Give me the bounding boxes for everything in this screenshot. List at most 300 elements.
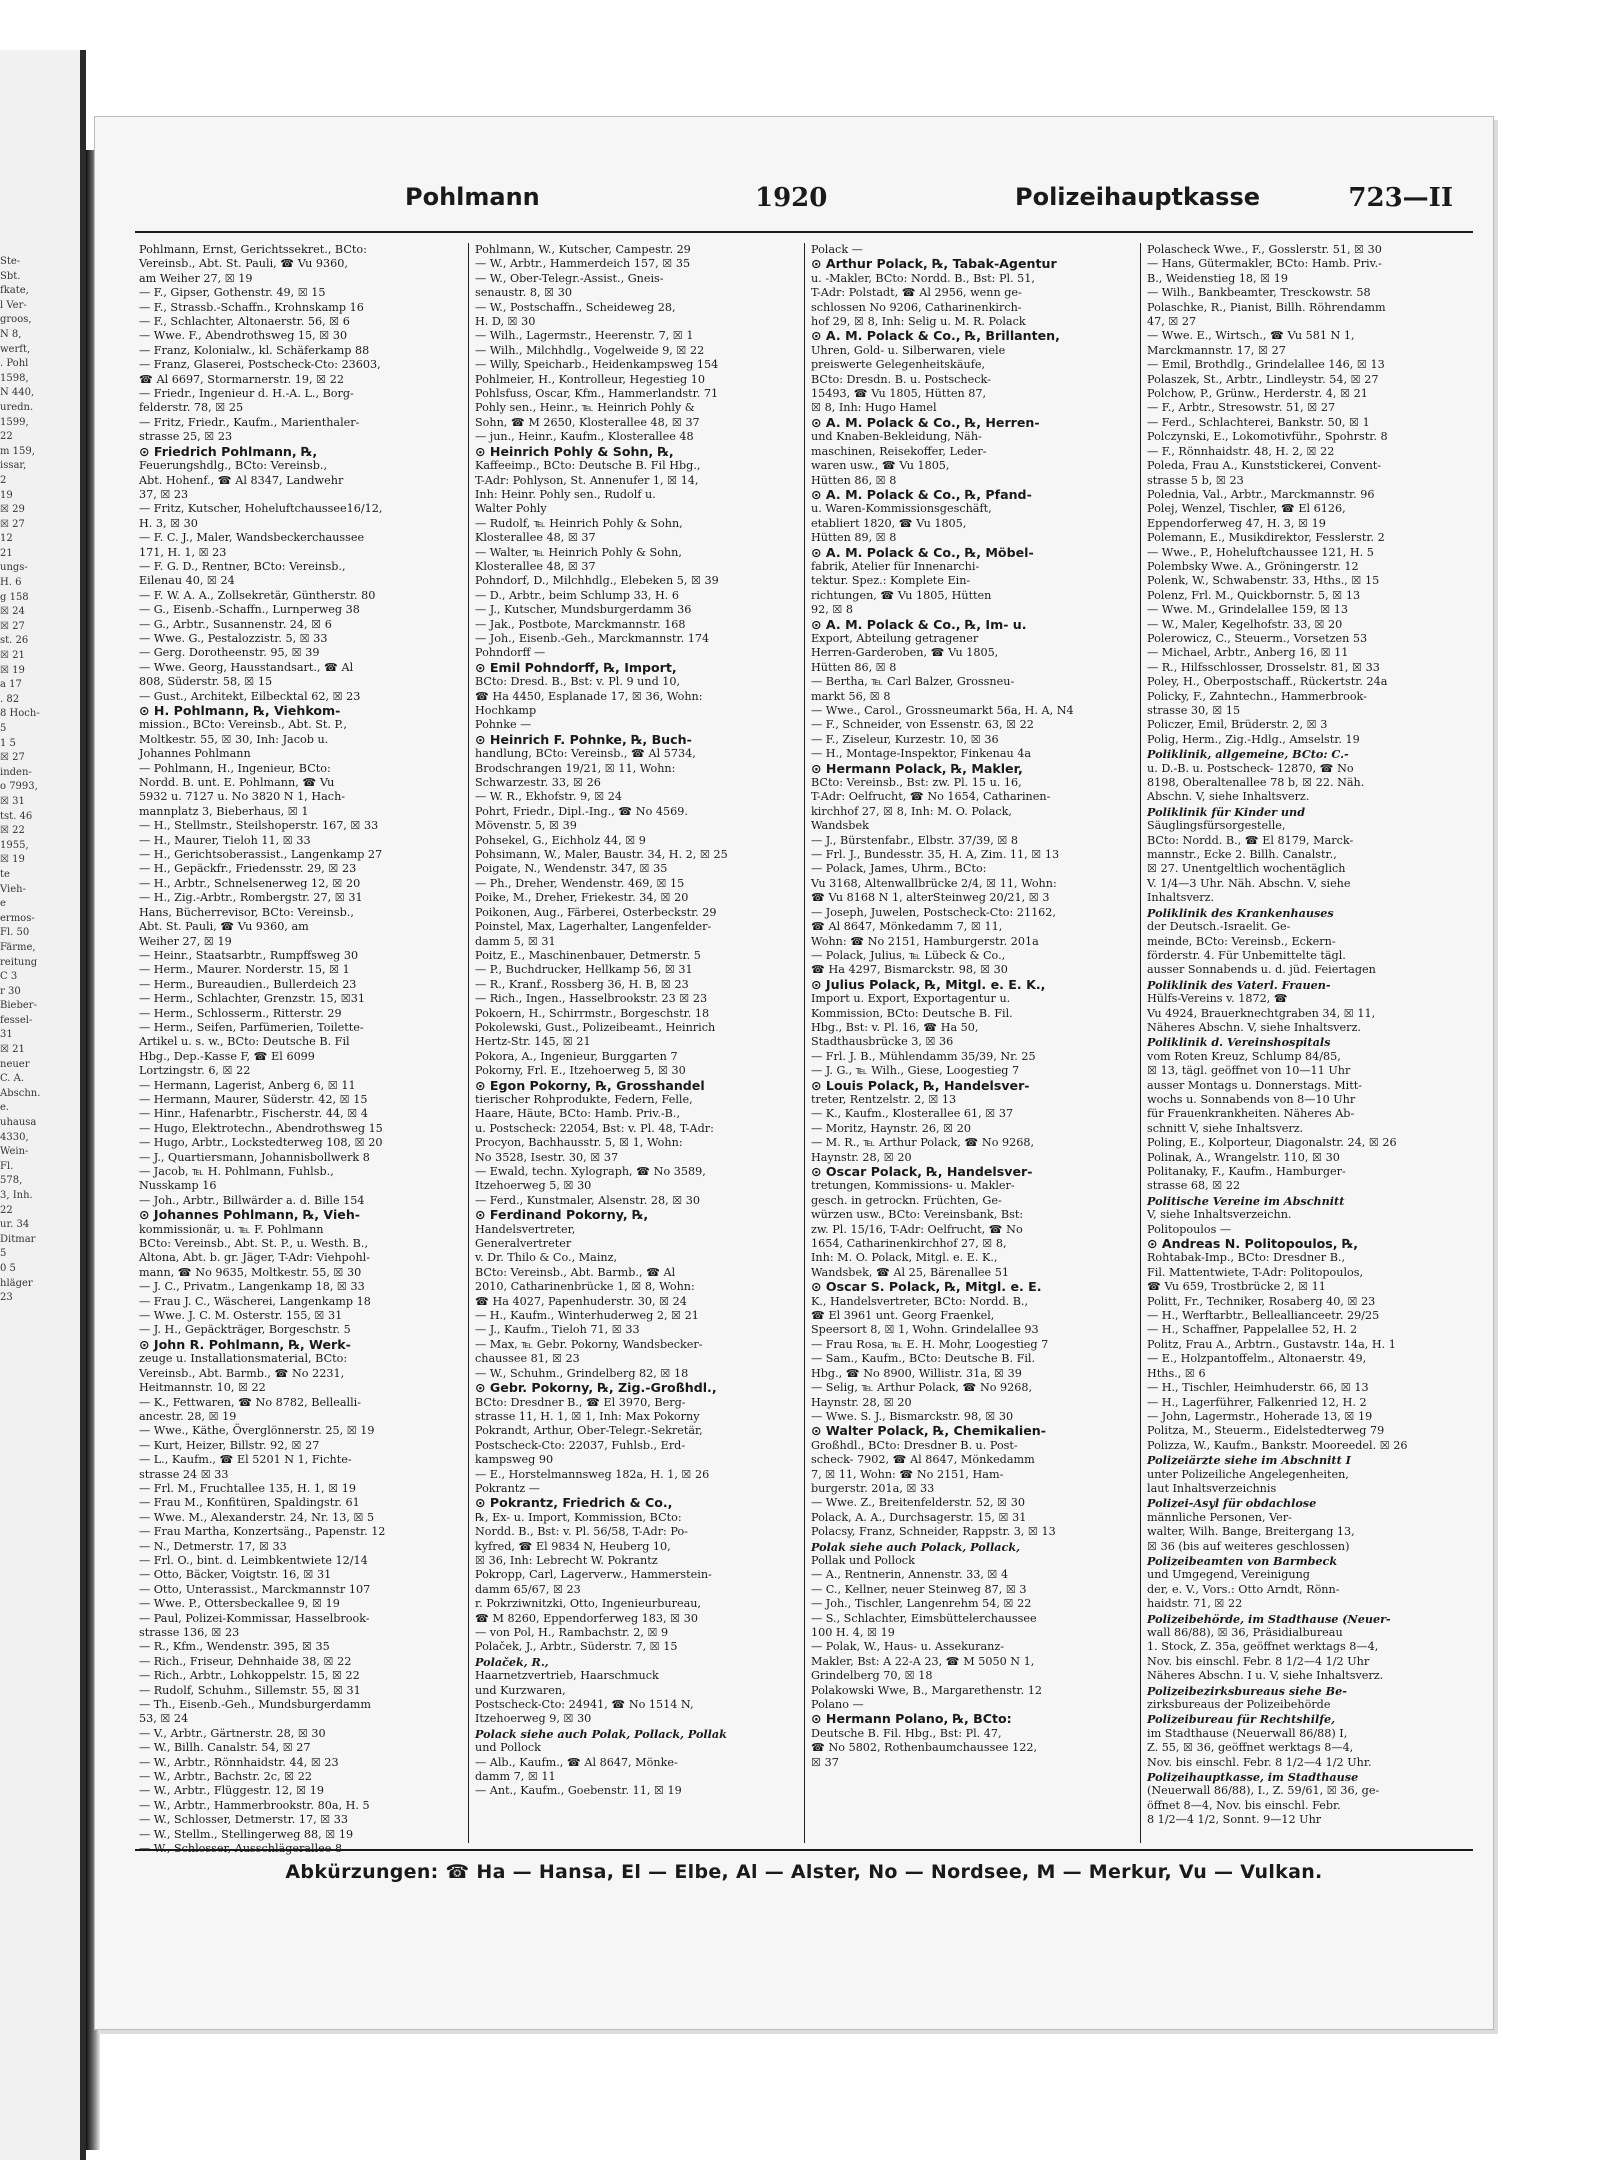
directory-entry: Procyon, Bachhausstr. 5, ☒ 1, Wohn: <box>475 1136 683 1150</box>
directory-entry: — Kurt, Heizer, Billstr. 92, ☒ 27 <box>139 1438 320 1452</box>
directory-entry: Säuglingsfürsorgestelle, <box>1147 819 1286 833</box>
directory-entry: — Selig, ℡ Arthur Polack, ☎ No 9268, <box>811 1381 1033 1395</box>
directory-columns <box>133 243 1479 1843</box>
directory-entry: Vereinsb., Abt. St. Pauli, ☎ Vu 9360, <box>139 257 348 271</box>
directory-entry: strasse 30, ☒ 15 <box>1147 704 1241 717</box>
previous-page-line: N 8, <box>0 328 22 340</box>
directory-entry: — Frau Rosa, ℡ E. H. Mohr, Loogestieg 7 <box>811 1337 1049 1351</box>
directory-entry: Abt. Hohenf., ☎ Al 8347, Landwehr <box>139 473 344 487</box>
directory-entry: Weiher 27, ☒ 19 <box>139 934 232 948</box>
directory-entry: Polakowski Wwe, B., Margarethenstr. 12 <box>811 1683 1043 1697</box>
directory-entry: — Franz, Kolonialw., kl. Schäferkamp 88 <box>139 343 370 357</box>
directory-entry: Poley, H., Oberpostschaff., Rückertstr. 24a <box>1147 675 1388 689</box>
previous-page-line: te <box>0 868 10 880</box>
previous-page-line: m 159, <box>0 445 35 457</box>
directory-entry: — Wwe. J. C. M. Osterstr. 155, ☒ 31 <box>139 1309 343 1323</box>
directory-entry: — Joseph, Juwelen, Postscheck-Cto: 21162, <box>811 905 1056 919</box>
previous-page-line: Sbt. <box>0 270 21 282</box>
directory-entry: — W., Schuhm., Grindelberg 82, ☒ 18 <box>475 1366 689 1380</box>
directory-entry: — P., Buchdrucker, Hellkamp 56, ☒ 31 <box>475 963 693 977</box>
directory-entry: Mövenstr. 5, ☒ 39 <box>475 819 577 833</box>
directory-entry: Poliklinik des Krankenhauses <box>1147 905 1334 920</box>
directory-entry: — H., Schaffner, Pappelallee 52, H. 2 <box>1147 1323 1358 1337</box>
directory-entry: Walter Pohly <box>475 502 547 516</box>
directory-entry: Polizeiärzte siehe im Abschnitt I <box>1147 1453 1351 1468</box>
directory-entry: gesch. in getrockn. Früchten, Ge- <box>811 1193 1002 1207</box>
directory-entry: Fil. Mattentwiete, T-Adr: Politopoulos, <box>1147 1265 1364 1279</box>
directory-entry: — Wwe. Z., Breitenfelderstr. 52, ☒ 30 <box>811 1496 1025 1510</box>
previous-page-line: Fl. <box>0 1160 14 1172</box>
directory-entry: Polack siehe auch Polak, Pollack, Pollak <box>475 1726 727 1741</box>
directory-entry: Politanaky, F., Kaufm., Hamburger- <box>1147 1165 1346 1178</box>
directory-entry: Polizza, W., Kaufm., Bankstr. Mooreedel. ☒ 26 <box>1147 1438 1408 1452</box>
directory-entry: Poinstel, Max, Lagerhalter, Langenfelder- <box>475 920 712 934</box>
previous-page-line: g 158 <box>0 591 29 603</box>
directory-entry: Vu 4924, Brauerknechtgraben 34, ☒ 11, <box>1147 1006 1376 1020</box>
previous-page-line: 8 Hoch- <box>0 708 40 720</box>
directory-entry: 7, ☒ 11, Wohn: ☎ No 2151, Ham- <box>811 1467 1004 1481</box>
directory-entry: ☎ Ha 4027, Papenhuderstr. 30, ☒ 24 <box>475 1294 687 1308</box>
directory-entry: — Max, ℡ Gebr. Pokorny, Wandsbecker- <box>475 1337 703 1351</box>
directory-entry: ⊙ Walter Polack, ℞, Chemikalien- <box>811 1423 1046 1439</box>
directory-entry: Policzer, Emil, Brüderstr. 2, ☒ 3 <box>1147 718 1328 732</box>
directory-entry: ⊙ H. Pohlmann, ℞, Viehkom- <box>139 703 341 718</box>
directory-entry: Speersort 8, ☒ 1, Wohn. Grindelallee 93 <box>811 1323 1039 1337</box>
directory-entry: Pokora, A., Ingenieur, Burggarten 7 <box>475 1049 678 1063</box>
directory-entry: ⊙ Arthur Polack, ℞, Tabak-Agentur <box>811 256 1057 272</box>
directory-entry: v. Dr. Thilo & Co., Mainz, <box>475 1251 618 1265</box>
directory-entry: und Umgegend, Vereinigung <box>1147 1568 1310 1582</box>
directory-entry: BCto: Dresdner B., ☎ El 3970, Berg- <box>475 1395 686 1409</box>
header-first-entry: Pohlmann <box>405 183 540 211</box>
directory-entry: Pohndorf, D., Milchhdlg., Elebeken 5, ☒ 39 <box>475 574 719 588</box>
directory-entry: Pohrt, Friedr., Dipl.-Ing., ☎ No 4569. <box>475 804 688 818</box>
directory-entry: — Rudolf, ℡ Heinrich Pohly & Sohn, <box>475 516 683 530</box>
previous-page-line: ☒ 22 <box>0 825 25 837</box>
directory-entry: Polizeibureau für Rechtshilfe, <box>1147 1712 1336 1727</box>
directory-entry: — S., Schlachter, Eimsbüttelerchaussee <box>811 1611 1037 1625</box>
directory-entry: Polerowicz, C., Steuerm., Vorsetzen 53 <box>1147 631 1368 645</box>
previous-page-line: 5 <box>0 723 7 734</box>
directory-entry: Klosterallee 48, ☒ 37 <box>475 559 596 573</box>
directory-entry: — N., Detmerstr. 17, ☒ 33 <box>139 1539 287 1553</box>
directory-entry: u. Postscheck: 22054, Bst: v. Pl. 48, T-Adr: <box>475 1121 714 1135</box>
previous-page-line: 22 <box>0 1204 13 1216</box>
directory-entry: — Wilh., Lagermstr., Heerenstr. 7, ☒ 1 <box>475 329 694 343</box>
directory-entry: strasse 11, H. 1, ☒ 1, Inh: Max Pokorny <box>475 1409 700 1423</box>
directory-entry: Pokolewski, Gust., Polizeibeamt., Heinrich <box>475 1020 716 1034</box>
directory-entry: 2010, Catharinenbrücke 1, ☒ 8, Wohn: <box>475 1280 695 1294</box>
directory-entry: — Wilh., Milchhdlg., Vogelweide 9, ☒ 22 <box>475 343 705 357</box>
directory-entry: — W., Postschaffn., Scheideweg 28, <box>475 300 676 314</box>
directory-entry: — Polack, James, Uhrm., BCto: <box>811 862 987 876</box>
directory-entry: Feuerungshdlg., BCto: Vereinsb., <box>139 459 328 473</box>
directory-entry: Hochkamp <box>475 704 537 717</box>
directory-entry: — Michael, Arbtr., Anberg 16, ☒ 11 <box>1147 646 1349 660</box>
directory-entry: — J., Quartiersmann, Johannisbollwerk 8 <box>139 1150 370 1164</box>
directory-entry: — W., Ober-Telegr.-Assist., Gneis- <box>475 271 664 285</box>
directory-entry: — Wwe. Georg, Hausstandsart., ☎ Al <box>139 660 354 674</box>
directory-entry: 1. Stock, Z. 35a, geöffnet werktags 8—4, <box>1147 1640 1379 1654</box>
previous-page-line: Bieber- <box>0 1000 37 1012</box>
directory-entry: Klosterallee 48, ☒ 37 <box>475 531 596 545</box>
directory-entry: — H., Lagerführer, Falkenried 12, H. 2 <box>1147 1395 1367 1409</box>
directory-entry: laut Inhaltsverzeichnis <box>1147 1481 1277 1495</box>
directory-entry: ☎ Ha 4450, Esplanade 17, ☒ 36, Wohn: <box>475 689 703 703</box>
directory-entry: Polizei-Asyl für obdachlose <box>1147 1496 1317 1511</box>
directory-entry: — W., Schlosser, Detmerstr. 17, ☒ 33 <box>139 1813 349 1827</box>
footer-rule <box>135 1849 1473 1851</box>
directory-entry: Pohlmeier, H., Kontrolleur, Hegestieg 10 <box>475 372 706 386</box>
previous-page-line: . Pohl <box>0 358 29 370</box>
directory-entry: tretungen, Kommissions- u. Makler- <box>811 1179 1015 1193</box>
directory-entry: Polaschke, R., Pianist, Billh. Röhrendamm <box>1147 300 1386 314</box>
previous-page-line: Wein- <box>0 1146 29 1158</box>
previous-page-line: 4330, <box>0 1131 29 1143</box>
directory-entry: Pohsimann, W., Maler, Baustr. 34, H. 2, ☒ 25 <box>475 848 728 862</box>
directory-entry: — Polack, Julius, ℡ Lübeck & Co., <box>811 948 1006 962</box>
previous-page-line: Fl. 50 <box>0 927 30 939</box>
previous-page-line: Abschn. <box>0 1087 41 1099</box>
directory-entry: — Ferd., Schlachterei, Bankstr. 50, ☒ 1 <box>1147 415 1370 429</box>
directory-entry: strasse 5 b, ☒ 23 <box>1147 473 1244 487</box>
directory-entry: — John, Lagermstr., Hoherade 13, ☒ 19 <box>1147 1409 1373 1423</box>
directory-entry: — Wwe. F., Abendrothsweg 15, ☒ 30 <box>139 329 348 343</box>
previous-page-line: reitung <box>0 956 38 968</box>
directory-entry: — Wwe., Käthe, Överglönnerstr. 25, ☒ 19 <box>139 1424 375 1438</box>
previous-page-line: ☒ 27 <box>0 620 25 632</box>
directory-entry: — F. C. J., Maler, Wandsbeckerchaussee <box>139 531 365 545</box>
directory-entry: richtungen, ☎ Vu 1805, Hütten <box>811 588 992 602</box>
directory-entry: ⊙ Egon Pokorny, ℞, Grosshandel <box>475 1077 705 1093</box>
directory-entry: Poliklinik des Vaterl. Frauen- <box>1147 977 1331 992</box>
directory-entry: — Gust., Architekt, Eilbecktal 62, ☒ 23 <box>139 689 361 703</box>
directory-entry: wochs u. Sonnabends von 8—10 Uhr <box>1147 1092 1356 1106</box>
directory-entry: Polak siehe auch Polack, Pollack, <box>811 1539 1020 1554</box>
directory-entry: 53, ☒ 24 <box>139 1712 189 1726</box>
directory-entry: — Friedr., Ingenieur d. H.-A. L., Borg- <box>139 387 354 401</box>
directory-entry: Policky, F., Zahntechn., Hammerbrook- <box>1147 689 1367 703</box>
directory-entry: damm 5, ☒ 31 <box>475 934 556 948</box>
directory-entry: Nordd. B., Bst: v. Pl. 56/58, T-Adr: Po- <box>475 1525 688 1539</box>
directory-entry: männliche Personen, Ver- <box>1147 1510 1292 1524</box>
directory-entry: — Hans, Gütermakler, BCto: Hamb. Priv.- <box>1147 257 1382 271</box>
directory-entry: schlossen No 9206, Catharinenkirch- <box>811 300 1022 314</box>
directory-entry: Inh: M. O. Polack, Mitgl. e. E. K., <box>811 1251 998 1265</box>
directory-entry: kyfred, ☎ El 9834 N, Heuberg 10, <box>475 1539 671 1553</box>
directory-entry: Polack, A. A., Durchsagerstr. 15, ☒ 31 <box>811 1510 1027 1524</box>
directory-entry: strasse 25, ☒ 23 <box>139 430 233 444</box>
directory-entry: Haynstr. 28, ☒ 20 <box>811 1150 912 1164</box>
directory-entry: 8198, Oberaltenallee 78 b, ☒ 22. Näh. <box>1147 776 1365 790</box>
directory-entry: strasse 136, ☒ 23 <box>139 1626 240 1639</box>
directory-entry: BCto: Vereinsb., Bst: zw. Pl. 15 u. 16, <box>811 776 1022 790</box>
directory-entry: ⊙ Gebr. Pokorny, ℞, Zig.-Großhdl., <box>475 1380 717 1396</box>
directory-entry: — Pohlmann, H., Ingenieur, BCto: <box>139 761 331 775</box>
directory-entry: Polenk, W., Schwabenstr. 33, Hths., ☒ 15 <box>1147 574 1380 588</box>
directory-entry: — Rich., Friseur, Dehnhaide 38, ☒ 22 <box>139 1654 352 1668</box>
directory-entry: Wandsbek, ☎ Al 25, Bärenallee 51 <box>811 1265 1009 1279</box>
directory-entry: senaustr. 8, ☒ 30 <box>475 286 572 300</box>
previous-page-line: Ditmar <box>0 1233 36 1245</box>
directory-entry: strasse 24 ☒ 33 <box>139 1467 229 1481</box>
previous-page-line: N 440, <box>0 387 35 399</box>
directory-entry: damm 7, ☒ 11 <box>475 1770 556 1784</box>
directory-entry: Vu 3168, Altenwallbrücke 2/4, ☒ 11, Wohn: <box>811 876 1057 890</box>
previous-page-line: ☒ 21 <box>0 650 25 662</box>
directory-entry: 171, H. 1, ☒ 23 <box>139 545 227 559</box>
directory-entry: ⊙ Pokrantz, Friedrich & Co., <box>475 1495 673 1511</box>
directory-entry: — Wwe., P., Hoheluftchaussee 121, H. 5 <box>1147 545 1374 559</box>
directory-entry: Herren-Garderoben, ☎ Vu 1805, <box>811 646 999 660</box>
directory-entry: Polemann, E., Musikdirektor, Fesslerstr. 2 <box>1147 531 1385 545</box>
directory-entry: maschinen, Reisekoffer, Leder- <box>811 444 987 458</box>
directory-entry: 92, ☒ 8 <box>811 603 854 617</box>
directory-entry: — F., Ziseleur, Kurzestr. 10, ☒ 36 <box>811 732 999 746</box>
previous-page-line: C. A. <box>0 1073 25 1085</box>
directory-entry: Postscheck-Cto: 24941, ☎ No 1514 N, <box>475 1698 694 1712</box>
directory-entry: mission., BCto: Vereinsb., Abt. St. P., <box>139 718 347 732</box>
directory-entry: Poling, E., Kolporteur, Diagonalstr. 24, ☒ 26 <box>1147 1136 1397 1150</box>
header-year: 1920 <box>755 183 828 213</box>
directory-entry: Lortzingstr. 6, ☒ 22 <box>139 1064 251 1078</box>
previous-page-line: ungs- <box>0 562 28 574</box>
directory-entry: kirchhof 27, ☒ 8, Inh: M. O. Polack, <box>811 804 1012 818</box>
directory-entry: Heitmannstr. 10, ☒ 22 <box>139 1381 266 1395</box>
directory-column-4 <box>1141 243 1477 1843</box>
directory-entry: Poike, M., Dreher, Friekestr. 34, ☒ 20 <box>475 891 689 905</box>
directory-entry: Kommission, BCto: Deutsche B. Fil. <box>811 1006 1013 1020</box>
previous-page-line: ☒ 19 <box>0 664 25 676</box>
abbreviations-footer: Abkürzungen: ☎ Ha — Hansa, El — Elbe, Al — Alster, No — Nordsee, M — Merkur, Vu — Vulkan. <box>285 1861 1323 1883</box>
directory-entry: — Rich., Arbtr., Lohkoppelstr. 15, ☒ 22 <box>139 1669 360 1683</box>
directory-entry: — H., Gerichtsoberassist., Langenkamp 27 <box>139 848 383 862</box>
directory-entry: Polascheck Wwe., F., Gosslerstr. 51, ☒ 30 <box>1147 243 1382 256</box>
directory-entry: Pokoern, H., Schirrmstr., Borgeschstr. 18 <box>475 1006 710 1020</box>
directory-entry: u. D.-B. u. Postscheck- 12870, ☎ No <box>1147 761 1354 775</box>
directory-entry: — W., Stellm., Stellingerweg 88, ☒ 19 <box>139 1827 354 1841</box>
directory-entry: V. 1/4—3 Uhr. Näh. Abschn. V, siehe <box>1147 876 1351 890</box>
directory-entry: für Frauenkrankheiten. Näheres Ab- <box>1147 1107 1355 1121</box>
directory-entry: förderstr. 4. Für Unbemittelte tägl. <box>1147 948 1346 962</box>
directory-entry: — F., Schlachter, Altonaerstr. 56, ☒ 6 <box>139 315 350 329</box>
directory-entry: — W., Arbtr., Flüggestr. 12, ☒ 19 <box>139 1784 324 1798</box>
directory-entry: im Stadthause (Neuerwall 86/88) I, <box>1147 1726 1348 1740</box>
directory-entry: — Frau J. C., Wäscherei, Langenkamp 18 <box>139 1294 371 1308</box>
directory-entry: V, siehe Inhaltsverzeichn. <box>1147 1208 1292 1222</box>
directory-entry: — H., Gepäckfr., Friedensstr. 29, ☒ 23 <box>139 862 357 876</box>
directory-entry: Poliklinik für Kinder und <box>1147 804 1306 819</box>
directory-entry: Moltkestr. 55, ☒ 30, Inh: Jacob u. <box>139 732 329 746</box>
directory-entry: — J. G., ℡ Wilh., Giese, Loogestieg 7 <box>811 1064 1020 1078</box>
directory-entry: Poitz, E., Maschinenbauer, Detmerstr. 5 <box>475 948 701 962</box>
previous-page-line: Färme, <box>0 941 36 953</box>
directory-entry: Itzehoerweg 9, ☒ 30 <box>475 1712 592 1726</box>
directory-entry: Politische Vereine im Abschnitt <box>1147 1193 1345 1208</box>
directory-entry: — Otto, Unterassist., Marckmannstr 107 <box>139 1582 371 1596</box>
directory-entry: Pokorny, Frl. E., Itzehoerweg 5, ☒ 30 <box>475 1064 686 1078</box>
directory-entry: etabliert 1820, ☎ Vu 1805, <box>811 516 967 530</box>
directory-entry: — F., Rönnhaidstr. 48, H. 2, ☒ 22 <box>1147 444 1335 458</box>
directory-entry: — L., Kaufm., ☎ El 5201 N 1, Fichte- <box>139 1453 352 1467</box>
directory-entry: ☒ 36, Inh: Lebrecht W. Pokrantz <box>475 1553 658 1567</box>
previous-page-line: issar, <box>0 460 27 472</box>
previous-page-line: 22 <box>0 431 13 443</box>
directory-entry: — K., Kaufm., Klosterallee 61, ☒ 37 <box>811 1107 1014 1121</box>
previous-page-line: hläger <box>0 1277 33 1289</box>
previous-page-line: ermos- <box>0 912 35 924</box>
previous-page-line: o 7993, <box>0 781 38 793</box>
directory-entry: Polaček, J., Arbtr., Süderstr. 7, ☒ 15 <box>475 1640 678 1654</box>
directory-entry: Nov. bis einschl. Febr. 8 1/2—4 1/2 Uhr <box>1147 1654 1370 1668</box>
directory-entry: ⊙ Hermann Polano, ℞, BCto: <box>811 1711 1012 1727</box>
directory-entry: — Rudolf, Schuhm., Sillemstr. 55, ☒ 31 <box>139 1683 361 1697</box>
directory-entry: kommissionär, u. ℡ F. Pohlmann <box>139 1222 324 1236</box>
directory-entry: mannplatz 3, Bieberhaus, ☒ 1 <box>139 804 309 818</box>
directory-entry: 8 1/2—4 1/2, Sonnt. 9—12 Uhr <box>1147 1813 1322 1827</box>
directory-entry: Artikel u. s. w., BCto: Deutsche B. Fil <box>139 1035 350 1049</box>
directory-entry: Polizeibezirksbureaus siehe Be- <box>1147 1683 1347 1698</box>
directory-entry: Haarnetzvertrieb, Haarschmuck <box>475 1669 659 1683</box>
directory-entry: — Fritz, Kutscher, Hoheluftchaussee16/12, <box>139 502 383 516</box>
directory-entry: wall 86/88), ☒ 36, Präsidialbureau <box>1147 1626 1343 1639</box>
directory-entry: Poigate, N., Wendenstr. 347, ☒ 35 <box>475 862 668 876</box>
directory-entry: mannstr., Ecke 2. Billh. Canalstr., <box>1147 848 1337 862</box>
directory-entry: — Otto, Bäcker, Voigtstr. 16, ☒ 31 <box>139 1568 332 1582</box>
directory-entry: Nusskamp 16 <box>139 1179 217 1193</box>
directory-entry: Hans, Bücherrevisor, BCto: Vereinsb., <box>139 905 354 919</box>
previous-page-fragment <box>0 50 86 2160</box>
directory-entry: zeuge u. Installationsmaterial, BCto: <box>139 1352 348 1366</box>
directory-entry: Poliklinik, allgemeine, BCto: C.- <box>1147 747 1349 762</box>
directory-entry: Pokrantz — <box>475 1481 540 1495</box>
directory-entry: ⊙ Johannes Pohlmann, ℞, Vieh- <box>139 1207 361 1223</box>
directory-entry: fabrik, Atelier für Innenarchi- <box>811 559 980 573</box>
directory-entry: ⊙ Andreas N. Politopoulos, ℞, <box>1147 1236 1359 1252</box>
directory-entry: — J., Kutscher, Mundsburgerdamm 36 <box>475 603 692 617</box>
directory-entry: 37, ☒ 23 <box>139 487 189 501</box>
directory-entry: ☎ No 5802, Rothenbaumchaussee 122, <box>811 1741 1038 1755</box>
previous-page-line: 23 <box>0 1292 13 1304</box>
directory-entry: ☎ Vu 8168 N 1, alterSteinweg 20/21, ☒ 3 <box>811 891 1050 905</box>
directory-entry: der Deutsch.-Israelit. Ge- <box>1147 920 1291 934</box>
directory-entry: — R., Kranf., Rossberg 36, H. B, ☒ 23 <box>475 977 689 991</box>
directory-entry: Schwarzestr. 33, ☒ 26 <box>475 776 601 790</box>
previous-page-line: ☒ 24 <box>0 606 25 618</box>
directory-entry: ⊙ A. M. Polack & Co., ℞, Im- u. <box>811 616 1027 632</box>
directory-entry: unter Polizeiliche Angelegenheiten, <box>1147 1467 1349 1481</box>
directory-entry: ☒ 27. Unentgeltlich wochentäglich <box>1147 862 1346 876</box>
directory-entry: — Rich., Ingen., Hasselbrookstr. 23 ☒ 23 <box>475 992 708 1006</box>
directory-entry: Z. 55, ☒ 36, geöffnet werktags 8—4, <box>1147 1741 1354 1755</box>
directory-entry: würzen usw., BCto: Vereinsbank, Bst: <box>811 1208 1024 1222</box>
directory-entry: — H., Kaufm., Winterhuderweg 2, ☒ 21 <box>475 1309 699 1323</box>
directory-entry: — C., Kellner, neuer Steinweg 87, ☒ 3 <box>811 1582 1027 1596</box>
previous-page-line: Vieh- <box>0 883 26 895</box>
directory-entry: — H., Montage-Inspektor, Finkenau 4a <box>811 747 1032 761</box>
directory-entry: Hütten 86, ☒ 8 <box>811 473 897 487</box>
directory-entry: — H., Tischler, Heimhuderstr. 66, ☒ 13 <box>1147 1381 1369 1395</box>
directory-entry: — Jacob, ℡ H. Pohlmann, Fuhlsb., <box>139 1165 334 1178</box>
directory-entry: — Herm., Maurer. Norderstr. 15, ☒ 1 <box>139 963 350 977</box>
directory-entry: preiswerte Gelegenheitskäufe, <box>811 358 986 372</box>
directory-entry: ⊙ A. M. Polack & Co., ℞, Brillanten, <box>811 328 1060 344</box>
directory-entry: — von Pol, H., Rambachstr. 2, ☒ 9 <box>475 1626 669 1639</box>
previous-page-line: a 17 <box>0 679 22 691</box>
directory-entry: ☎ El 3961 unt. Georg Fraenkel, <box>811 1309 995 1323</box>
directory-entry: ⊙ A. M. Polack & Co., ℞, Herren- <box>811 414 1040 430</box>
directory-entry: — H., Zig.-Arbtr., Rombergstr. 27, ☒ 31 <box>139 891 363 905</box>
directory-entry: damm 65/67, ☒ 23 <box>475 1582 581 1596</box>
previous-page-line: ☒ 29 <box>0 504 25 516</box>
previous-page-line: groos, <box>0 314 32 326</box>
directory-entry: BCto: Dresdn. B. u. Postscheck- <box>811 372 991 386</box>
directory-entry: Sohn, ☎ M 2650, Klosterallee 48, ☒ 37 <box>475 415 700 429</box>
directory-entry: T-Adr: Oelfrucht, ☎ No 1654, Catharinen- <box>811 790 1051 804</box>
directory-entry: T-Adr: Pohlyson, St. Annenufer 1, ☒ 14, <box>475 473 699 487</box>
directory-entry: — Frl. J. B., Mühlendamm 35/39, Nr. 25 <box>811 1049 1036 1063</box>
directory-entry: BCto: Dresd. B., Bst: v. Pl. 9 und 10, <box>475 675 681 689</box>
directory-entry: Nov. bis einschl. Febr. 8 1/2—4 1/2 Uhr. <box>1147 1755 1372 1769</box>
directory-entry: Inhaltsverz. <box>1147 891 1215 905</box>
directory-entry: — Frl. M., Fruchtallee 135, H. 1, ☒ 19 <box>139 1481 356 1495</box>
directory-entry: — W., Arbtr., Hammerdeich 157, ☒ 35 <box>475 257 691 271</box>
directory-entry: ⊙ Heinrich F. Pohnke, ℞, Buch- <box>475 731 692 747</box>
directory-entry: felderstr. 78, ☒ 25 <box>139 401 244 415</box>
directory-entry: — Jak., Postbote, Marckmannstr. 168 <box>475 617 686 631</box>
directory-entry: 100 H. 4, ☒ 19 <box>811 1626 895 1639</box>
directory-entry: ⊙ Hermann Polack, ℞, Makler, <box>811 760 1023 776</box>
previous-page-line: C 3 <box>0 971 18 983</box>
previous-page-line: st. 26 <box>0 635 29 647</box>
directory-entry: 1654, Catharinenkirchhof 27, ☒ 8, <box>811 1237 1007 1251</box>
previous-page-line: 1598, <box>0 372 29 384</box>
previous-page-line: 3, Inh. <box>0 1190 33 1201</box>
directory-entry: Politopoulos — <box>1147 1222 1232 1236</box>
previous-page-line: werft, <box>0 343 31 355</box>
previous-page-line: ☒ 21 <box>0 1044 25 1056</box>
previous-page-line: ur. 34 <box>0 1219 30 1231</box>
previous-page-text <box>0 255 78 1306</box>
previous-page-line: ☒ 27 <box>0 518 25 530</box>
directory-entry: Vereinsb., Abt. Barmb., ☎ No 2231, <box>139 1366 345 1380</box>
directory-entry: — Th., Eisenb.-Geh., Mundsburgerdamm <box>139 1698 371 1712</box>
directory-entry: Eppendorferweg 47, H. 3, ☒ 19 <box>1147 516 1326 530</box>
directory-entry: ausser Montags u. Donnerstags. Mitt- <box>1147 1078 1363 1092</box>
directory-entry: ⊙ Heinrich Pohly & Sohn, ℞, <box>475 443 674 459</box>
directory-entry: — W., Maler, Kegelhofstr. 33, ☒ 20 <box>1147 617 1343 631</box>
directory-entry: Polembsky Wwe. A., Gröningerstr. 12 <box>1147 559 1359 573</box>
directory-entry: — Frau M., Konfitüren, Spaldingstr. 61 <box>139 1496 360 1510</box>
directory-entry: — Ant., Kaufm., Goebenstr. 11, ☒ 19 <box>475 1784 682 1798</box>
directory-entry: — Frl. J., Bundesstr. 35, H. A, Zim. 11, ☒ 13 <box>811 848 1060 862</box>
directory-entry: ☎ Vu 659, Trostbrücke 2, ☒ 11 <box>1147 1280 1326 1294</box>
directory-entry: ☎ Ha 4297, Bismarckstr. 98, ☒ 30 <box>811 963 1008 977</box>
directory-entry: ausser Sonnabends u. d. jüd. Feiertagen <box>1147 963 1376 977</box>
previous-page-line: 0 5 <box>0 1262 16 1274</box>
directory-entry: — Wwe. E., Wirtsch., ☎ Vu 581 N 1, <box>1147 329 1355 343</box>
directory-entry: Polack — <box>811 243 863 256</box>
directory-entry: Polaszek, St., Arbtr., Lindleystr. 54, ☒ 27 <box>1147 372 1379 386</box>
directory-entry: — E., Horstelmannsweg 182a, H. 1, ☒ 26 <box>475 1467 710 1481</box>
directory-entry: — H., Stellmstr., Steilshoperstr. 167, ☒ 33 <box>139 819 379 833</box>
directory-entry: ⊙ Oscar Polack, ℞, Handelsver- <box>811 1164 1033 1179</box>
directory-entry: ⊙ Julius Polack, ℞, Mitgl. e. E. K., <box>811 976 1046 992</box>
directory-entry: — Wwe. M., Alexanderstr. 24, Nr. 13, ☒ 5 <box>139 1510 375 1524</box>
directory-entry: — Ferd., Kunstmaler, Alsenstr. 28, ☒ 30 <box>475 1193 701 1207</box>
directory-entry: und Kurzwaren, <box>475 1683 566 1697</box>
directory-entry: ⊙ Oscar S. Polack, ℞, Mitgl. e. E. <box>811 1279 1042 1295</box>
